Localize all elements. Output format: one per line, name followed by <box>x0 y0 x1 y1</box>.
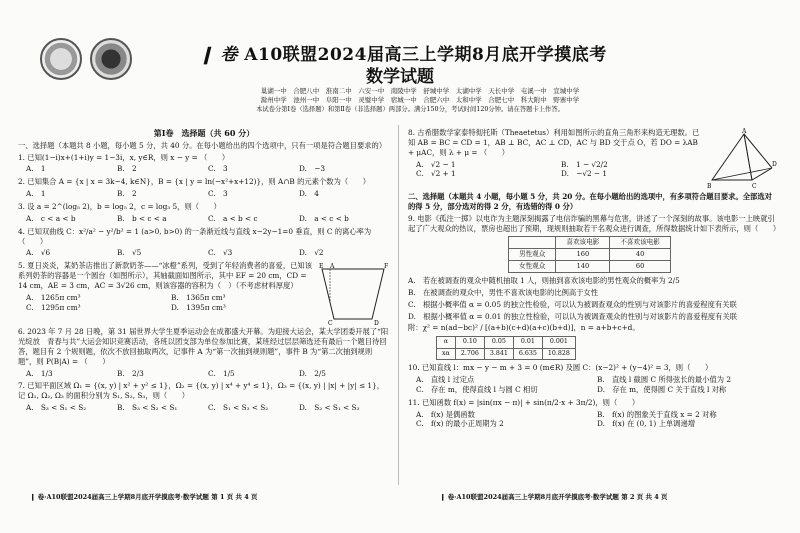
question-10-options <box>416 375 778 395</box>
critical-value-table <box>436 336 576 360</box>
option: D. √2 <box>299 248 324 258</box>
option: A. √6 <box>26 248 51 258</box>
option: B. 直线 l 截圆 C 所得弦长的最小值为 2 <box>597 375 731 385</box>
table-cell: 0.001 <box>542 337 575 349</box>
table-cell: 60 <box>610 261 671 273</box>
table-header-cell <box>509 237 556 249</box>
school-logo-emblem-icon <box>40 38 82 80</box>
right-column <box>408 128 781 432</box>
option: D. 4 <box>299 189 319 199</box>
page-footer-2: ❙ 卷·A10联盟2024届高三上学期8月底开学摸底考·数学试题 第 2 页 共 4 页 <box>440 493 668 501</box>
survey-table <box>508 236 671 273</box>
option: D. 存在 m，使得圆 C 关于直线 l 对称 <box>597 384 727 394</box>
option: B. S₃ < S₂ < S₁ <box>117 403 178 413</box>
frustum-cross-section-figure <box>316 261 390 327</box>
option: B. 2 <box>117 189 137 199</box>
question-9-option-d: D. 根据小概率值 α = 0.01 的独立性检验，可以认为被调查观众的性别与对该影片的喜爱程度有关联 <box>408 311 738 321</box>
option: A. f(x) 是偶函数 <box>416 409 475 419</box>
option: B. 2/3 <box>117 368 144 378</box>
option: A. 1 <box>26 189 46 199</box>
table-header-row <box>509 237 671 249</box>
question-9: 9. 电影《孤注一掷》以电诈为主题深刻揭露了电信诈骗的黑幕与危害，讲述了一个深刻的故事。该电影一上映就引起了广大观众的热议，票房也超出了预期，现规则抽取若干名观众进行调查，所得数据统计如下表所示，则（ ） <box>408 213 781 233</box>
fig5-label: A <box>330 263 335 271</box>
table-header-cell: 喜欢该电影 <box>556 237 610 249</box>
question-2: 2. 已知集合 A = {x | x = 3k−4, k∈N}，B = {x | y = ln(−x²+x+12)}，则 A∩B 的元素个数为（ ） <box>18 177 371 187</box>
table-cell: 男性观众 <box>509 249 556 261</box>
question-8-block <box>408 128 778 192</box>
table-cell: 160 <box>556 249 610 261</box>
table-cell: 0.10 <box>455 337 484 349</box>
table-cell: xα <box>437 348 456 360</box>
question-5-options <box>26 293 316 313</box>
table-cell: 0.05 <box>484 337 513 349</box>
question-3: 3. 设 a = 2^(log₅ 2)，b = log₅ 2，c = log₃ 5，则（ ） <box>18 202 221 212</box>
table-row <box>437 348 576 360</box>
option: C. f(x) 的最小正周期为 2 <box>416 419 504 429</box>
chi-square-formula: 附：χ² = n(ad−bc)² / [(a+b)(c+d)(a+c)(b+d)]，n = a+b+c+d。 <box>408 323 640 333</box>
fig5-label: C <box>328 320 333 328</box>
table-cell: 140 <box>556 261 610 273</box>
option: D. −√2 − 1 <box>561 169 608 179</box>
table-cell: 10.828 <box>542 348 575 360</box>
option: B. b < c < a <box>117 213 167 223</box>
option: A. 1 <box>26 164 46 174</box>
fig5-label: E <box>319 263 324 271</box>
question-4-options <box>26 248 390 258</box>
brand-label: ❙ 卷 <box>199 45 238 65</box>
section-title: 第Ⅰ卷 选择题（共 60 分） <box>153 128 255 138</box>
option: D. 2/5 <box>299 368 326 378</box>
option: B. 1365π cm³ <box>171 292 226 302</box>
fig5-label: D <box>374 320 379 328</box>
option: C. 3 <box>208 189 228 199</box>
table-cell: 6.635 <box>513 348 542 360</box>
question-2-options <box>26 189 390 199</box>
option: B. 1 − √2/2 <box>561 159 608 169</box>
fig8-label: C <box>752 183 757 190</box>
option: A. 1/3 <box>26 368 53 378</box>
option: C. 1295π cm³ <box>26 302 81 312</box>
question-9-option-c: C. 根据小概率值 α = 0.05 的独立性检验，可以认为被调查观众的性别与对该影片的喜爱程度有关联 <box>408 299 737 309</box>
question-8: 8. 古希腊数学家泰特彻托斯（Theaetetus）利用如图所示的直角三角形来构造无理数。已知 AB = BC = CD = 1，AB ⊥ BC，AC ⊥ CD，AC 与 BD 交于点 O，若 DO = λAB + μAC，则 λ + μ = （ ） <box>408 128 700 157</box>
question-10: 10. 已知直线 l：mx − y − m + 3 = 0 (m∈R) 及圆 C：(x−2)² + (y−4)² = 3，则（ ） <box>408 363 713 373</box>
fig8-label: D <box>772 161 777 168</box>
question-11-options <box>416 410 778 430</box>
question-6-options <box>26 369 390 379</box>
option: C. 存在 m，使得直线 l 与圆 C 相切 <box>416 384 538 394</box>
question-9-option-b: B. 在被调查的观众中，男性不喜欢该电影的比例高于女性 <box>408 287 599 297</box>
exam-subject: 数学试题 <box>366 67 434 87</box>
page-footer-1: ❙ 卷·A10联盟2024届高三上学期8月底开学摸底考·数学试题 第 1 页 共 4 页 <box>30 493 258 501</box>
table-cell: 0.01 <box>513 337 542 349</box>
schools-line-2: 滁州中学 池州一中 阜阳一中 灵璧中学 宿城一中 合肥六中 太和中学 合肥七中 科大附中 野寨中学 <box>260 96 580 104</box>
table-header-cell: 不喜欢该电影 <box>610 237 671 249</box>
school-logo-seal-icon <box>90 38 132 80</box>
schools-line-1: 巢湖一中 合肥八中 淮南二中 六安一中 南陵中学 舒城中学 太湖中学 天长中学 屯溪一中 宣城中学 <box>260 87 580 95</box>
table-row <box>509 261 671 273</box>
section-instructions: 一、选择题（本题共 8 小题，每小题 5 分，共 40 分。在每小题给出的四个选项中，只有一项是符合题目要求的） <box>18 140 387 150</box>
table-cell: 40 <box>610 249 671 261</box>
fig5-label: F <box>384 263 389 271</box>
question-3-options <box>26 214 390 224</box>
question-11: 11. 已知函数 f(x) = |sin(πx − π)| + sin(π/2·x + 3π/2)，则（ ） <box>408 397 640 407</box>
question-6: 6. 2023 年 7 月 28 日晚，第 31 届世界大学生夏季运动会在成都盛大开幕。为迎接大运会，某大学团委开展了“阳光绽放 青春与共”大运会知识竞赛活动，各班以团支部为单位参加比赛，某班经过层层筛选还有最后一个题目待回答，题目有 2 个规则题，依次不放回抽取两次，记事件 A 为“第一次抽到规则题”，事件 B 为“第二次抽到规则题”，则 P(B|A) = （ ） <box>18 327 389 366</box>
option: C. 3 <box>208 164 228 174</box>
option: A. c < a < b <box>26 213 76 223</box>
table-row <box>437 337 576 349</box>
table-cell: α <box>437 337 456 349</box>
fig8-label: B <box>707 183 712 190</box>
table-row <box>509 249 671 261</box>
option: C. 1/5 <box>208 368 235 378</box>
question-7-options <box>26 403 390 413</box>
school-logos <box>40 38 132 80</box>
option: D. −3 <box>299 164 325 174</box>
option: C. √3 <box>208 248 233 258</box>
table-cell: 女性观众 <box>509 261 556 273</box>
option: A. 直线 l 过定点 <box>416 375 475 385</box>
question-1: 1. 已知(1−i)x+(1+i)y = 1−3i，x, y∈R，则 x − y = （ ） <box>18 152 230 162</box>
question-5-block <box>18 261 390 327</box>
option: B. √5 <box>117 248 142 258</box>
right-triangle-figure <box>706 128 778 192</box>
question-8-options <box>416 160 706 180</box>
option: C. √2 + 1 <box>416 169 456 179</box>
question-7: 7. 已知平面区域 Ω₁ = {(x, y) | x² + y² ≤ 1}，Ω₂ = {(x, y) | x⁴ + y⁴ ≤ 1}，Ω₃ = {(x, y) | |x| + |y| ≤ 1}，记 Ω₁, Ω₂, Ω₃ 的面积分别为 S₁, S₂, S₃，则（ ） <box>18 381 385 401</box>
question-1-options <box>26 164 390 174</box>
left-column <box>18 128 390 416</box>
option: A. S₃ < S₁ < S₂ <box>26 403 87 413</box>
exam-header <box>0 0 800 120</box>
option: D. 1395π cm³ <box>171 302 226 312</box>
option: C. a < b < c <box>208 213 258 223</box>
option: B. 2 <box>117 164 137 174</box>
question-4: 4. 已知双曲线 C：x²/a² − y²/b² = 1 (a>0, b>0) 的一条渐近线与直线 x−2y−1=0 垂直，则 C 的离心率为（ ） <box>18 226 372 246</box>
option: D. a < c < b <box>299 213 349 223</box>
column-divider <box>398 125 399 485</box>
fig8-label: A <box>742 128 747 135</box>
option: D. S₂ < S₁ < S₃ <box>299 403 360 413</box>
question-9-option-a: A. 若在被调查的观众中随机抽取 1 人，则抽到喜欢该电影的男性观众的概率为 2/5 <box>408 276 680 286</box>
table-cell: 2.706 <box>455 348 484 360</box>
option: A. √2 − 1 <box>416 159 456 169</box>
section-2-instructions: 二、选择题（本题共 4 小题，每小题 5 分，共 20 分。在每小题给出的选项中，有多项符合题目要求。全部选对的得 5 分，部分选对的得 2 分，有选错的得 0 分） <box>408 192 772 211</box>
title-text: A10联盟2024届高三上学期8月底开学摸底考 <box>244 45 607 65</box>
exam-notice: 本试卷分第Ⅰ卷（选择题）和第Ⅱ卷（非选择题）两部分。满分150分，考试时间120分钟。请在答题卡上作答。 <box>256 106 564 113</box>
option: C. S₁ < S₃ < S₂ <box>208 403 269 413</box>
table-cell: 3.841 <box>484 348 513 360</box>
option: B. f(x) 的图象关于直线 x = 2 对称 <box>597 409 717 419</box>
question-5: 5. 夏日炎炎，某奶茶店推出了新款奶茶——“冰橙”系列，受到了年轻消费者的喜爱，已知该系列奶茶的容器是一个圆台（如图所示），其轴截面如图所示，其中 EF = 20 cm，CD = 14 cm，AE = 3 cm，AC = 3√26 cm，则该容器的容积为（ ）（不考虑材料厚度） <box>18 261 313 290</box>
option: A. 1265π cm³ <box>26 292 81 302</box>
option: D. f(x) 在 (0, 1) 上单调递增 <box>597 419 696 429</box>
